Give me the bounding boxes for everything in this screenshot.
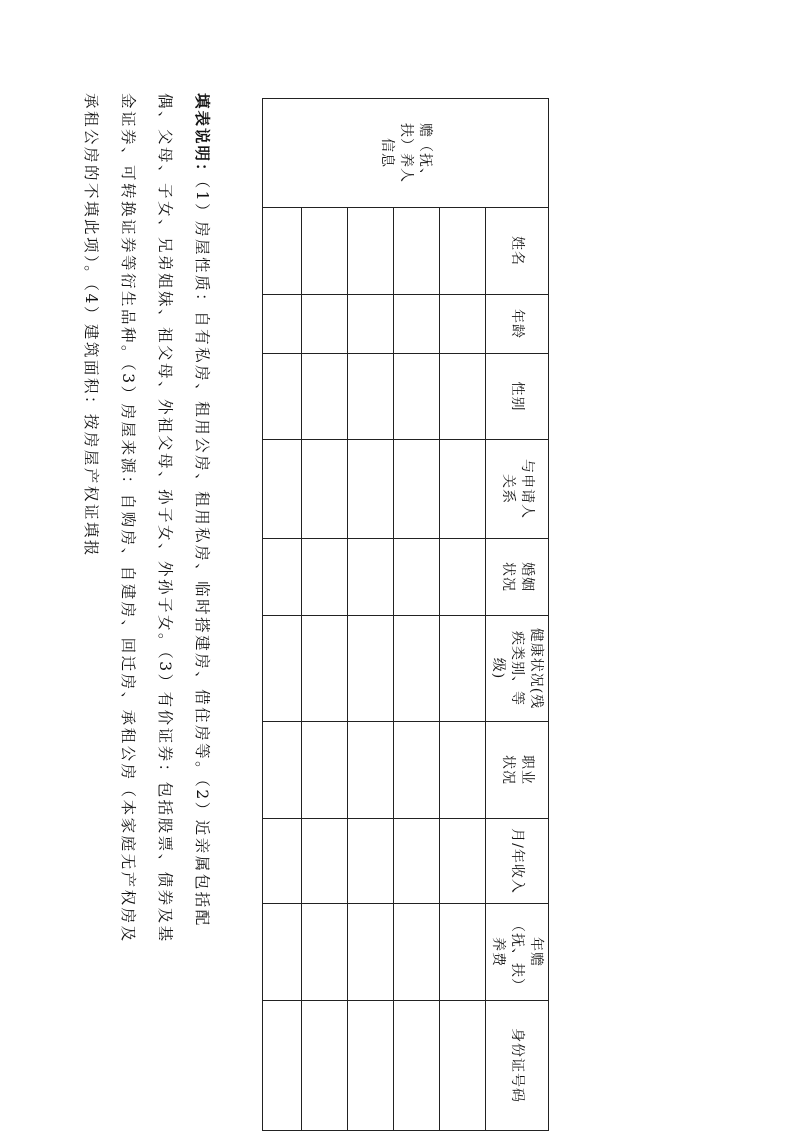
table-cell xyxy=(394,295,440,354)
table-cell xyxy=(440,1001,486,1131)
row-group-label: 赡（抚、扶）养人信息 xyxy=(379,123,433,183)
table-cell xyxy=(394,616,440,722)
table-cell xyxy=(302,354,348,440)
header-cell-marital xyxy=(486,539,549,616)
table-cell xyxy=(263,819,302,904)
header-cell-age xyxy=(486,295,549,354)
table-cell xyxy=(302,208,348,295)
table-cell xyxy=(263,208,302,295)
table-cell xyxy=(348,616,394,722)
table-cell xyxy=(302,616,348,722)
table-cell xyxy=(302,295,348,354)
header-occupation: 职业状况 xyxy=(500,755,535,785)
table-cell xyxy=(440,722,486,819)
table-row xyxy=(394,99,440,1131)
header-name: 姓名 xyxy=(509,236,526,266)
table-cell xyxy=(302,819,348,904)
table-row xyxy=(263,99,302,1131)
table-cell xyxy=(348,354,394,440)
header-cell-id-number xyxy=(486,1001,549,1131)
table-cell xyxy=(394,354,440,440)
table-cell xyxy=(394,539,440,616)
header-cell-occupation xyxy=(486,722,549,819)
header-cell-support-fee xyxy=(486,904,549,1001)
table-cell xyxy=(440,819,486,904)
header-cell-name xyxy=(486,208,549,295)
instructions-line-1 xyxy=(183,93,220,1038)
header-id-number: 身份证号码 xyxy=(509,1028,526,1103)
table-cell xyxy=(302,440,348,539)
header-relation: 与申请人关系 xyxy=(500,459,535,519)
table-cell xyxy=(263,440,302,539)
dependent-info-table xyxy=(262,98,549,1131)
header-age: 年龄 xyxy=(509,309,526,339)
table-cell xyxy=(302,1001,348,1131)
table-cell xyxy=(348,1001,394,1131)
table-cell xyxy=(263,722,302,819)
instructions-text-1: （1）房屋性质：自有私房、租用公房、租用私房、临时搭建房、借住房等。（2）近亲属包括配 xyxy=(193,180,211,928)
row-group-label-cell xyxy=(263,99,549,208)
table-cell xyxy=(263,904,302,1001)
table-cell xyxy=(348,295,394,354)
table-cell xyxy=(394,1001,440,1131)
header-income: 月/年收入 xyxy=(509,828,526,894)
table-header-row xyxy=(486,99,549,1131)
filling-instructions xyxy=(72,93,220,1038)
table-cell xyxy=(263,539,302,616)
header-gender: 性别 xyxy=(509,381,526,412)
table-row xyxy=(440,99,486,1131)
table-cell xyxy=(348,819,394,904)
table-cell xyxy=(394,208,440,295)
table-cell xyxy=(263,295,302,354)
table-cell xyxy=(440,539,486,616)
table-cell xyxy=(440,616,486,722)
table-cell xyxy=(348,904,394,1001)
table-cell xyxy=(348,539,394,616)
header-marital: 婚姻状况 xyxy=(500,562,535,592)
instructions-title: 填表说明： xyxy=(193,93,211,181)
instructions-line-3: 金证券、可转换证券等衍生品种。（3）房屋来源：自购房、自建房、回迁房、承租公房（本家庭无产权房及 xyxy=(119,93,137,944)
table-cell xyxy=(440,440,486,539)
table-cell xyxy=(394,819,440,904)
table-cell xyxy=(394,722,440,819)
header-health: 健康状况(残疾类别、等级) xyxy=(490,627,545,710)
table-cell xyxy=(263,1001,302,1131)
table-cell xyxy=(348,440,394,539)
header-support-fee: 年赡（抚、扶）养费 xyxy=(490,918,545,986)
table-cell xyxy=(302,722,348,819)
table-cell xyxy=(348,208,394,295)
table-cell xyxy=(263,354,302,440)
table-cell xyxy=(394,904,440,1001)
table-cell xyxy=(440,904,486,1001)
table-cell xyxy=(394,440,440,539)
header-cell-gender xyxy=(486,354,549,440)
instructions-line-4: 承租公房的不填此项）。（4）建筑面积：按房屋产权证填报 xyxy=(82,93,100,558)
table-row xyxy=(302,99,348,1131)
table-cell xyxy=(302,539,348,616)
table-cell xyxy=(440,208,486,295)
header-cell-relation xyxy=(486,440,549,539)
table-cell xyxy=(348,722,394,819)
table-cell xyxy=(440,354,486,440)
instructions-line-2: 偶、父母、子女、兄弟姐妹、祖父母、外祖父母、孙子女、外孙子女。（3）有价证券：包括股票、债券及基 xyxy=(156,93,174,944)
header-cell-income xyxy=(486,819,549,904)
table-cell xyxy=(263,616,302,722)
table-cell xyxy=(302,904,348,1001)
table-cell xyxy=(440,295,486,354)
header-cell-health xyxy=(486,616,549,722)
table-row xyxy=(348,99,394,1131)
